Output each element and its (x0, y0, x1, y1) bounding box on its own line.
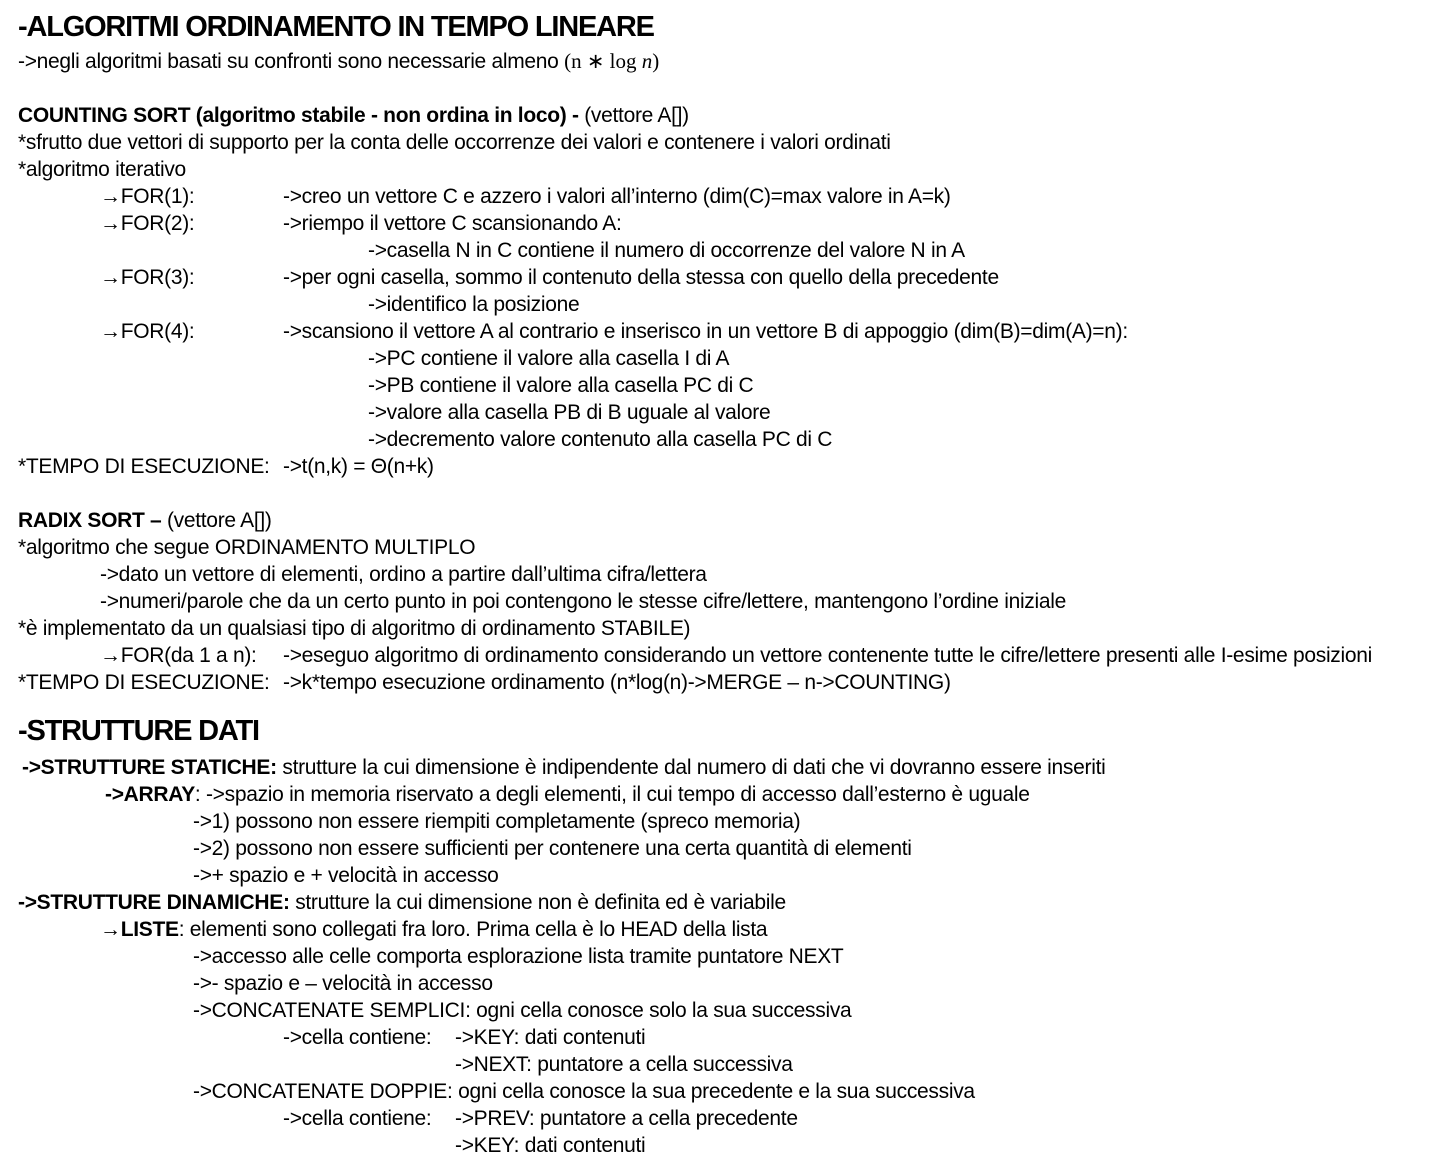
text-line (0, 210, 1445, 237)
bold-text: ->STRUTTURE DINAMICHE: (18, 891, 296, 914)
plain-text: →FOR(4): (100, 320, 195, 343)
text-run (368, 372, 753, 399)
text-line (0, 1132, 1445, 1159)
plain-text: strutture la cui dimensione non è definita ed è variabile (295, 891, 786, 914)
text-run (100, 318, 194, 345)
text-run (18, 453, 270, 480)
plain-text: ->casella N in C contiene il numero di occorrenze del valore N in A (368, 239, 965, 262)
text-run (100, 916, 767, 943)
text-run (283, 264, 999, 291)
section-heading (0, 6, 1445, 48)
text-line (0, 943, 1445, 970)
text-line (0, 1105, 1445, 1132)
text-run (18, 48, 659, 75)
math-expression: ) (652, 49, 660, 73)
bold-text: ->ARRAY (105, 783, 195, 806)
text-run (18, 156, 186, 183)
text-line (0, 1078, 1445, 1105)
text-line (0, 102, 1445, 129)
plain-text: ->per ogni casella, sommo il contenuto della stessa con quello della precedente (283, 266, 999, 289)
plain-text: ->k*tempo esecuzione ordinamento (n*log(n)->MERGE – n->COUNTING) (283, 671, 951, 694)
text-run (368, 426, 832, 453)
plain-text: : elementi sono collegati fra loro. Prima cella è lo HEAD della lista (178, 918, 768, 941)
text-run (193, 835, 912, 862)
plain-text: *TEMPO DI ESECUZIONE: (18, 671, 270, 694)
plain-text: *sfrutto due vettori di supporto per la conta delle occorrenze dei valori e contenere i valori ordinati (18, 131, 891, 154)
text-line (0, 889, 1445, 916)
plain-text: ->eseguo algoritmo di ordinamento considerando un vettore contenente tutte le cifre/lettere presenti alle I-esime posizioni (283, 644, 1373, 667)
plain-text: ->accesso alle celle comporta esplorazione lista tramite puntatore NEXT (193, 945, 844, 968)
blank-line (0, 480, 1445, 507)
text-run (18, 669, 270, 696)
plain-text: : ->spazio in memoria riservato a degli elementi, il cui tempo di accesso dall’esterno è uguale (194, 783, 1030, 806)
plain-text: ->PB contiene il valore alla casella PC di C (368, 374, 754, 397)
text-run (193, 970, 493, 997)
text-line (0, 669, 1445, 696)
text-line (0, 453, 1445, 480)
plain-text: ->cella contiene: (283, 1107, 432, 1130)
plain-text: ->numeri/parole che da un certo punto in poi contengono le stesse cifre/lettere, mantengono l’ordine iniziale (100, 590, 1067, 613)
text-run (368, 291, 579, 318)
text-run (18, 615, 690, 642)
math-expression: n (641, 49, 653, 73)
text-run (368, 345, 729, 372)
text-run (283, 1024, 431, 1051)
text-run (193, 997, 851, 1024)
text-run (455, 1132, 645, 1159)
text-run (18, 102, 689, 129)
text-run (18, 6, 654, 48)
text-run (100, 561, 707, 588)
bold-text: ->STRUTTURE STATICHE: (22, 756, 283, 779)
text-line (0, 129, 1445, 156)
section-heading (0, 710, 1445, 752)
plain-text: →FOR(3): (100, 266, 195, 289)
bold-text: COUNTING SORT (algoritmo stabile - non ordina in loco) - (18, 104, 585, 127)
text-run (100, 264, 194, 291)
text-line (0, 372, 1445, 399)
plain-text: ->NEXT: puntatore a cella successiva (455, 1053, 793, 1076)
plain-text: *algoritmo iterativo (18, 158, 186, 181)
plain-text: *TEMPO DI ESECUZIONE: (18, 455, 270, 478)
plain-text: ->negli algoritmi basati su confronti sono necessarie almeno (18, 50, 565, 73)
math-expression: (n ∗ log (564, 49, 642, 73)
text-run (283, 1105, 431, 1132)
text-line (0, 835, 1445, 862)
plain-text: ->scansiono il vettore A al contrario e inserisco in un vettore B di appoggio (dim(B)=dim(A)=n): (283, 320, 1128, 343)
plain-text: ->CONCATENATE DOPPIE: ogni cella conosce la sua precedente e la sua successiva (193, 1080, 975, 1103)
text-line (0, 534, 1445, 561)
plain-text: ->1) possono non essere riempiti completamente (spreco memoria) (193, 810, 801, 833)
plain-text: ->- spazio e – velocità in accesso (193, 972, 493, 995)
text-run (368, 237, 965, 264)
text-line (0, 399, 1445, 426)
text-run (22, 754, 1105, 781)
text-run (18, 507, 272, 534)
text-line (0, 291, 1445, 318)
plain-text: ->identifico la posizione (368, 293, 580, 316)
text-run (100, 183, 194, 210)
text-line (0, 237, 1445, 264)
plain-text: ->CONCATENATE SEMPLICI: ogni cella conosce solo la sua successiva (193, 999, 852, 1022)
text-line (0, 970, 1445, 997)
plain-text: (vettore A[]) (584, 104, 689, 127)
text-line (0, 264, 1445, 291)
text-run (283, 318, 1128, 345)
plain-text: ->KEY: dati contenuti (455, 1134, 646, 1157)
plain-text: (vettore A[]) (166, 509, 272, 532)
bold-text: -STRUTTURE DATI (18, 715, 259, 747)
blank-line (0, 75, 1445, 102)
text-run (18, 889, 786, 916)
text-run (100, 210, 194, 237)
plain-text: ->riempo il vettore C scansionando A: (283, 212, 622, 235)
plain-text: ->valore alla casella PB di B uguale al valore (368, 401, 771, 424)
text-run (18, 710, 259, 752)
text-line (0, 345, 1445, 372)
text-line (0, 48, 1445, 75)
bold-text: RADIX SORT – (18, 509, 167, 532)
text-run (283, 669, 951, 696)
text-line (0, 507, 1445, 534)
text-run (455, 1024, 645, 1051)
text-run (100, 588, 1066, 615)
plain-text: →FOR(1): (100, 185, 195, 208)
text-run (455, 1105, 798, 1132)
text-run (193, 808, 800, 835)
plain-text: →FOR(da 1 a n): (100, 644, 257, 667)
plain-text: strutture la cui dimensione è indipendente dal numero di dati che vi dovranno essere inseriti (282, 756, 1106, 779)
text-line (0, 997, 1445, 1024)
plain-text: ->PC contiene il valore alla casella I di A (368, 347, 730, 370)
plain-text: ->PREV: puntatore a cella precedente (455, 1107, 798, 1130)
text-run (100, 642, 257, 669)
text-line (0, 916, 1445, 943)
text-run (193, 862, 499, 889)
text-line (0, 642, 1445, 669)
plain-text: →FOR(2): (100, 212, 195, 235)
bold-text: →LISTE (100, 918, 179, 941)
plain-text: ->+ spazio e + velocità in accesso (193, 864, 499, 887)
text-run (18, 534, 475, 561)
text-line (0, 1051, 1445, 1078)
text-run (18, 129, 891, 156)
text-line (0, 808, 1445, 835)
bold-text: -ALGORITMI ORDINAMENTO IN TEMPO LINEARE (18, 11, 654, 43)
text-line (0, 561, 1445, 588)
plain-text: *algoritmo che segue ORDINAMENTO MULTIPLO (18, 536, 476, 559)
text-run (283, 183, 951, 210)
plain-text: ->KEY: dati contenuti (455, 1026, 646, 1049)
text-run (193, 943, 843, 970)
text-line (0, 318, 1445, 345)
text-run (283, 210, 622, 237)
plain-text: ->decremento valore contenuto alla casella PC di C (368, 428, 833, 451)
text-run (455, 1051, 793, 1078)
text-line (0, 754, 1445, 781)
text-run (283, 642, 1372, 669)
plain-text: ->2) possono non essere sufficienti per contenere una certa quantità di elementi (193, 837, 912, 860)
text-line (0, 781, 1445, 808)
plain-text: *è implementato da un qualsiasi tipo di algoritmo di ordinamento STABILE) (18, 617, 691, 640)
text-line (0, 1024, 1445, 1051)
text-line (0, 615, 1445, 642)
text-run (368, 399, 770, 426)
text-line (0, 862, 1445, 889)
text-line (0, 426, 1445, 453)
text-run (105, 781, 1030, 808)
text-run (283, 453, 434, 480)
text-line (0, 156, 1445, 183)
plain-text: ->t(n,k) = Θ(n+k) (283, 455, 434, 478)
text-line (0, 588, 1445, 615)
plain-text: ->dato un vettore di elementi, ordino a partire dall’ultima cifra/lettera (100, 563, 707, 586)
plain-text: ->cella contiene: (283, 1026, 432, 1049)
text-line (0, 183, 1445, 210)
text-run (193, 1078, 975, 1105)
plain-text: ->creo un vettore C e azzero i valori all’interno (dim(C)=max valore in A=k) (283, 185, 951, 208)
